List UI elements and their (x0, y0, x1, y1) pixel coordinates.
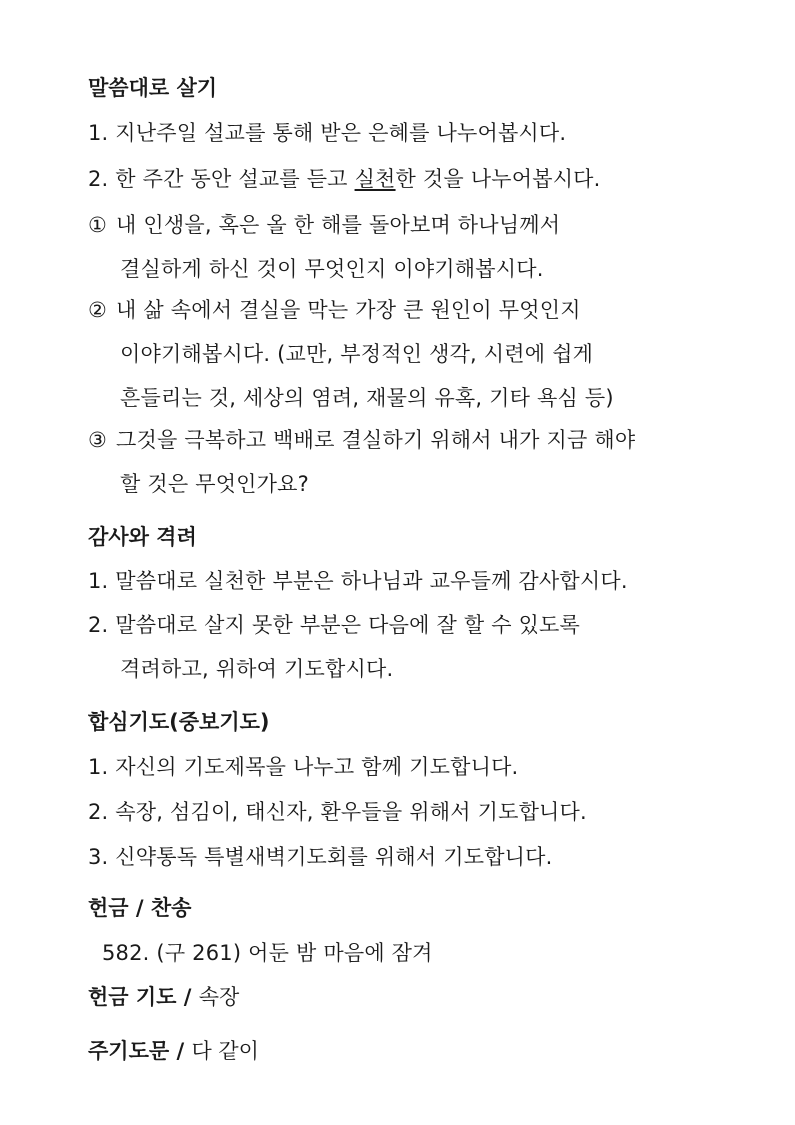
list-item: 1. 지난주일 설교를 통해 받은 은혜를 나누어봅시다. (88, 121, 567, 145)
sub-item-3-continued: 할 것은 무엇인가요? (120, 472, 309, 496)
circled-number-marker: ③ (88, 428, 108, 452)
lords-prayer-line: 주기도문 / 다 같이 (88, 1039, 259, 1063)
sub-item-3: ③ 그것을 극복하고 백배로 결실하기 위해서 내가 지금 해야 (88, 428, 636, 452)
offering-prayer-line: 헌금 기도 / 속장 (88, 985, 240, 1009)
section-title-offering-hymn: 헌금 / 찬송 (88, 896, 192, 920)
list-item: 2. 말씀대로 살지 못한 부분은 다음에 잘 할 수 있도록 (88, 613, 581, 637)
list-item: 2. 한 주간 동안 설교를 듣고 실천한 것을 나누어봅시다. (88, 167, 601, 191)
offering-prayer-leader: 속장 (198, 985, 240, 1009)
list-item: 2. 속장, 섬김이, 태신자, 환우들을 위해서 기도합니다. (88, 800, 587, 824)
circled-number-marker: ① (88, 213, 108, 237)
list-item: 1. 자신의 기도제목을 나누고 함께 기도합니다. (88, 755, 519, 779)
list-item: 3. 신약통독 특별새벽기도회를 위해서 기도합니다. (88, 845, 553, 869)
lords-prayer-leader: 다 같이 (191, 1039, 259, 1063)
sub-item-1: ① 내 인생을, 혹은 올 한 해를 돌아보며 하나님께서 (88, 213, 561, 237)
sub-item-2: ② 내 삶 속에서 결실을 막는 가장 큰 원인이 무엇인지 (88, 298, 581, 322)
sub-item-1-continued: 결실하게 하신 것이 무엇인지 이야기해봅시다. (120, 257, 544, 281)
sub-item-2-continued: 이야기해봅시다. (교만, 부정적인 생각, 시련에 쉽게 (120, 342, 594, 366)
section-title-living-by-word: 말씀대로 살기 (88, 76, 218, 100)
hymn-line: 582. (구 261) 어둔 밤 마음에 잠겨 (102, 941, 433, 965)
list-item: 1. 말씀대로 실천한 부분은 하나님과 교우들께 감사합시다. (88, 569, 628, 593)
list-item-continued: 격려하고, 위하여 기도합시다. (120, 657, 394, 681)
underlined-word: 실천 (354, 167, 396, 191)
section-title-intercessory-prayer: 합심기도(중보기도) (88, 710, 270, 734)
circled-number-marker: ② (88, 298, 108, 322)
sub-item-2-continued: 흔들리는 것, 세상의 염려, 재물의 유혹, 기타 욕심 등) (120, 386, 614, 410)
section-title-thanks-and-encouragement: 감사와 격려 (88, 525, 197, 549)
